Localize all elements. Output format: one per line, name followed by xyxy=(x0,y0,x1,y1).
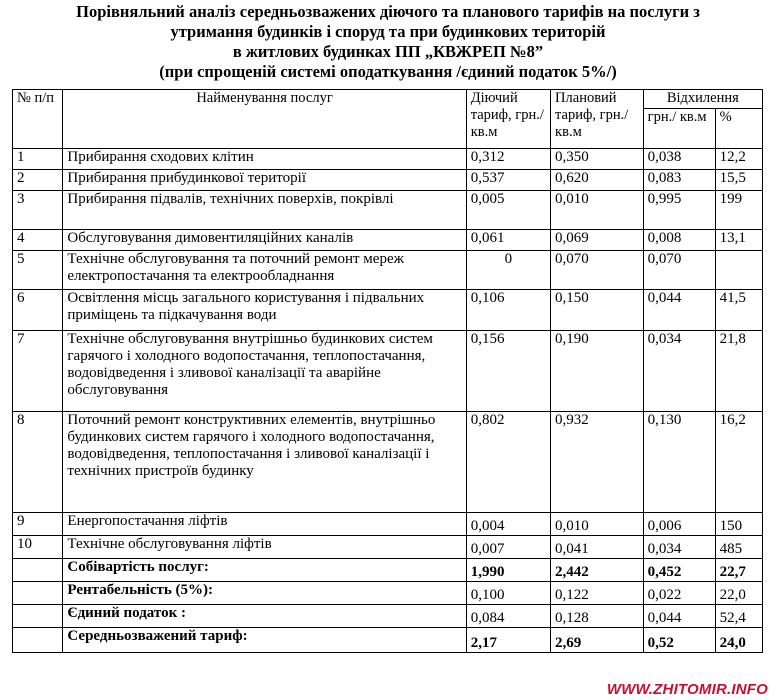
service-name: Енергопостачання ліфтів xyxy=(63,513,466,536)
current-tariff: 0,312 xyxy=(466,149,550,170)
header-planned-tariff: Плановий тариф, грн./кв.м xyxy=(551,90,644,149)
planned-tariff: 0,190 xyxy=(551,331,644,412)
header-deviation-uah: грн./ кв.м xyxy=(643,109,715,149)
deviation-uah: 0,006 xyxy=(643,513,715,536)
planned-tariff: 0,122 xyxy=(551,582,644,605)
totals-row xyxy=(13,628,763,653)
table-row xyxy=(13,290,763,331)
row-number: 9 xyxy=(13,513,63,536)
totals-row xyxy=(13,582,763,605)
deviation-uah: 0,038 xyxy=(643,149,715,170)
service-name: Технічне обслуговування ліфтів xyxy=(63,536,466,559)
totals-row xyxy=(13,559,763,582)
header-deviation: Відхилення xyxy=(643,90,762,109)
service-name: Прибирання прибудинкової території xyxy=(63,170,466,191)
deviation-pct: 24,0 xyxy=(715,628,762,653)
row-number: 1 xyxy=(13,149,63,170)
header-name: Найменування послуг xyxy=(63,90,466,149)
deviation-uah: 0,044 xyxy=(643,290,715,331)
planned-tariff: 0,128 xyxy=(551,605,644,628)
site-watermark: WWW.ZHITOMIR.INFO xyxy=(606,681,768,698)
deviation-pct: 150 xyxy=(715,513,762,536)
row-number: 2 xyxy=(13,170,63,191)
current-tariff: 0,005 xyxy=(466,191,550,230)
deviation-pct: 16,2 xyxy=(715,412,762,513)
deviation-pct: 12,2 xyxy=(715,149,762,170)
deviation-pct: 15,5 xyxy=(715,170,762,191)
current-tariff: 0,106 xyxy=(466,290,550,331)
tariff-comparison-table xyxy=(12,89,763,653)
deviation-uah: 0,995 xyxy=(643,191,715,230)
deviation-uah: 0,034 xyxy=(643,331,715,412)
planned-tariff: 0,070 xyxy=(551,251,644,290)
totals-label: Середньозважений тариф: xyxy=(63,628,466,653)
deviation-pct: 485 xyxy=(715,536,762,559)
totals-label: Єдиний податок : xyxy=(63,605,466,628)
table-row xyxy=(13,191,763,230)
row-number: 5 xyxy=(13,251,63,290)
table-row xyxy=(13,513,763,536)
service-name: Прибирання підвалів, технічних поверхів, покрівлі xyxy=(63,191,466,230)
deviation-uah: 0,452 xyxy=(643,559,715,582)
deviation-pct: 13,1 xyxy=(715,230,762,251)
header-row xyxy=(13,90,763,109)
totals-spacer xyxy=(13,628,63,653)
planned-tariff: 0,010 xyxy=(551,191,644,230)
row-number: 6 xyxy=(13,290,63,331)
totals-label: Собівартість послуг: xyxy=(63,559,466,582)
planned-tariff: 0,010 xyxy=(551,513,644,536)
row-number: 4 xyxy=(13,230,63,251)
title-line-2: утримання будинків і споруд та при будинкових територій xyxy=(170,22,606,41)
deviation-pct: 21,8 xyxy=(715,331,762,412)
current-tariff: 0,061 xyxy=(466,230,550,251)
current-tariff: 1,990 xyxy=(466,559,550,582)
table-row xyxy=(13,230,763,251)
row-number: 7 xyxy=(13,331,63,412)
header-no: № п/п xyxy=(13,90,63,149)
totals-spacer xyxy=(13,559,63,582)
table-row xyxy=(13,251,763,290)
deviation-uah: 0,130 xyxy=(643,412,715,513)
service-name: Технічне обслуговування та поточний ремонт мереж електропостачання та електрообладнання xyxy=(63,251,466,290)
totals-spacer xyxy=(13,605,63,628)
header-deviation-pct: % xyxy=(715,109,762,149)
deviation-uah: 0,52 xyxy=(643,628,715,653)
planned-tariff: 0,350 xyxy=(551,149,644,170)
planned-tariff: 0,069 xyxy=(551,230,644,251)
table-row xyxy=(13,170,763,191)
document-title xyxy=(0,2,776,82)
current-tariff: 2,17 xyxy=(466,628,550,653)
table-row xyxy=(13,536,763,559)
table-row xyxy=(13,331,763,412)
title-line-1: Порівняльний аналіз середньозважених діючого та планового тарифів на послуги з xyxy=(76,2,700,21)
planned-tariff: 0,041 xyxy=(551,536,644,559)
deviation-uah: 0,008 xyxy=(643,230,715,251)
service-name: Обслуговування димовентиляційних каналів xyxy=(63,230,466,251)
deviation-pct: 22,0 xyxy=(715,582,762,605)
planned-tariff: 0,150 xyxy=(551,290,644,331)
deviation-pct: 41,5 xyxy=(715,290,762,331)
row-number: 3 xyxy=(13,191,63,230)
current-tariff: 0,100 xyxy=(466,582,550,605)
current-tariff: 0,004 xyxy=(466,513,550,536)
table-row xyxy=(13,149,763,170)
planned-tariff: 2,69 xyxy=(551,628,644,653)
deviation-pct: 52,4 xyxy=(715,605,762,628)
header-current-tariff: Діючий тариф, грн./кв.м xyxy=(466,90,550,149)
deviation-pct xyxy=(715,251,762,290)
service-name: Технічне обслуговування внутрішньо будинкових систем гарячого і холодного водопостачання, теплопостачання, водовідведення і зливової каналізації та аварійне обслуговування xyxy=(63,331,466,412)
deviation-uah: 0,034 xyxy=(643,536,715,559)
service-name: Прибирання сходових клітин xyxy=(63,149,466,170)
current-tariff: 0,084 xyxy=(466,605,550,628)
totals-row xyxy=(13,605,763,628)
title-line-4: (при спрощеній системі оподаткування /єдиний податок 5%/) xyxy=(159,62,617,81)
deviation-pct: 199 xyxy=(715,191,762,230)
deviation-uah: 0,022 xyxy=(643,582,715,605)
deviation-uah: 0,044 xyxy=(643,605,715,628)
title-line-3: в житлових будинках ПП „КВЖРЕП №8” xyxy=(232,42,544,61)
current-tariff: 0,537 xyxy=(466,170,550,191)
planned-tariff: 2,442 xyxy=(551,559,644,582)
deviation-pct: 22,7 xyxy=(715,559,762,582)
service-name: Освітлення місць загального користування і підвальних приміщень та підкачування води xyxy=(63,290,466,331)
planned-tariff: 0,932 xyxy=(551,412,644,513)
totals-spacer xyxy=(13,582,63,605)
row-number: 8 xyxy=(13,412,63,513)
current-tariff: 0,802 xyxy=(466,412,550,513)
service-name: Поточний ремонт конструктивних елементів, внутрішньо будинкових систем гарячого і холодного водопостачання, водовідведення, теплопостачання і зливової каналізації і технічних пристроїв будинку xyxy=(63,412,466,513)
deviation-uah: 0,083 xyxy=(643,170,715,191)
current-tariff: 0,156 xyxy=(466,331,550,412)
current-tariff: 0,007 xyxy=(466,536,550,559)
totals-label: Рентабельність (5%): xyxy=(63,582,466,605)
planned-tariff: 0,620 xyxy=(551,170,644,191)
row-number: 10 xyxy=(13,536,63,559)
current-tariff: 0 xyxy=(466,251,550,290)
deviation-uah: 0,070 xyxy=(643,251,715,290)
table-row xyxy=(13,412,763,513)
